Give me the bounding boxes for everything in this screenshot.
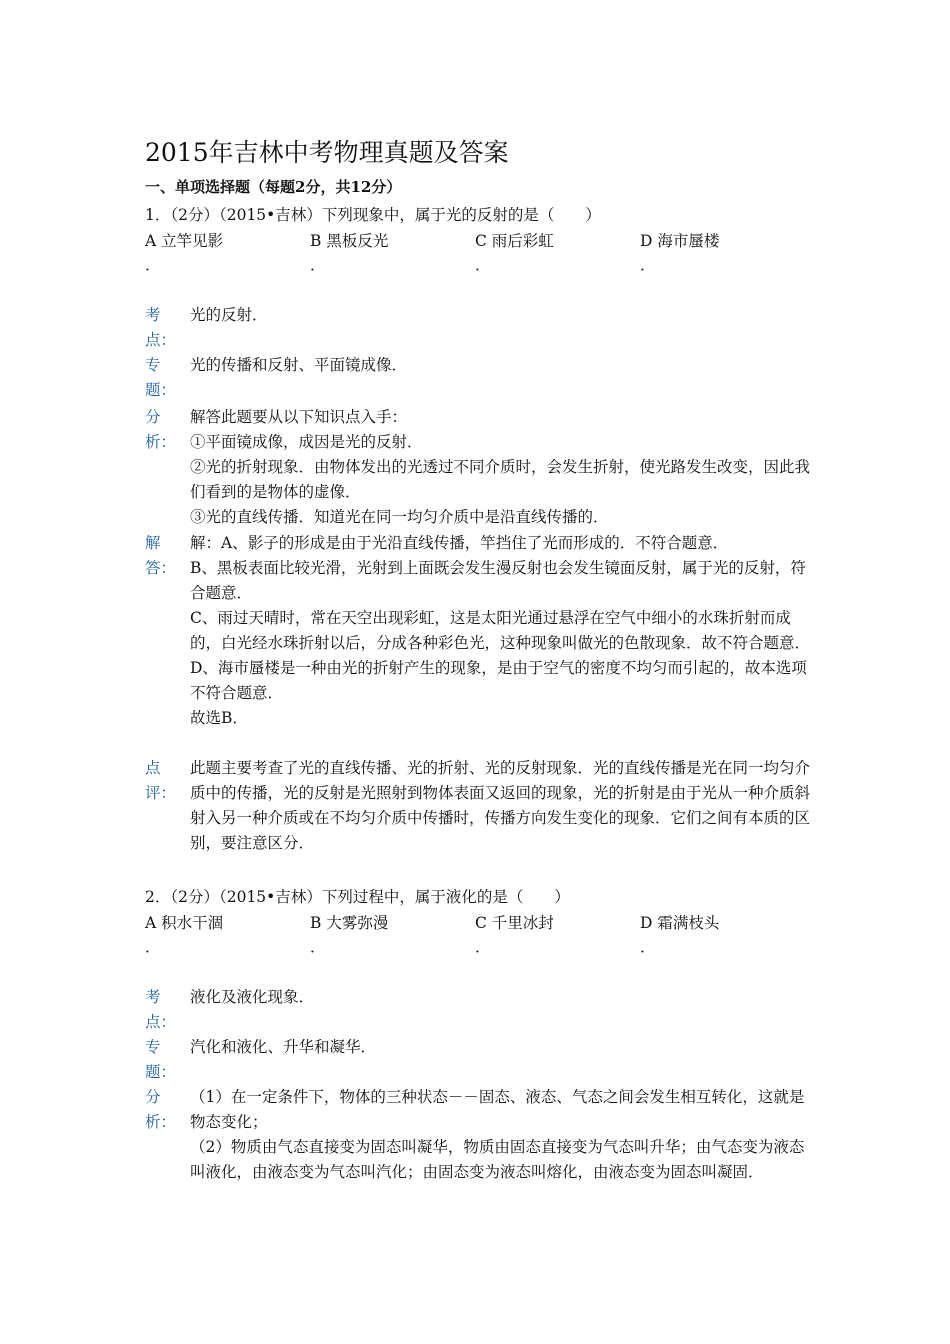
fenxi-label: 分 析： xyxy=(145,408,177,451)
kaodian-text: 液化及液化现象． xyxy=(190,988,315,1006)
kaodian-text: 光的反射． xyxy=(190,306,268,324)
kaodian-label: 考 点： xyxy=(145,988,177,1031)
document-title: 2015年吉林中考物理真题及答案 xyxy=(145,138,509,167)
zhuanti-text: 汽化和液化、升华和凝华． xyxy=(190,1038,377,1056)
fenxi-label: 分 析： xyxy=(145,1088,177,1131)
question-2-stem: 2．（2分）（2015•吉林）下列过程中，属于液化的是（ ） xyxy=(145,888,570,906)
option-dot: ． xyxy=(310,256,326,274)
question-1-option-d: D 海市蜃楼 xyxy=(640,232,720,250)
kaodian-label: 考 点： xyxy=(145,306,177,349)
zhuanti-label: 专 题： xyxy=(145,1038,177,1081)
question-2-option-c: C 千里冰封 xyxy=(475,914,554,932)
jieda-label: 解 答： xyxy=(145,534,177,577)
question-2-option-d: D 霜满枝头 xyxy=(640,914,720,932)
question-1-stem: 1．（2分）（2015•吉林）下列现象中，属于光的反射的是（ ） xyxy=(145,206,601,224)
option-dot: ． xyxy=(640,256,656,274)
option-dot: ． xyxy=(145,938,161,956)
fenxi-text: 解答此题要从以下知识点入手： ①平面镜成像，成因是光的反射． ②光的折射现象．由物体发出的光透过不同介质时，会发生折射，使光路发生改变，因此我们看到的是物体的虚像． ③光的直线传播．知道光在同一均匀介质中是沿直线传播的． xyxy=(190,408,811,526)
option-dot: ． xyxy=(640,938,656,956)
question-1-option-c: C 雨后彩虹 xyxy=(475,232,554,250)
section-heading: 一、单项选择题（每题2分，共12分） xyxy=(145,178,402,196)
option-dot: ． xyxy=(310,938,326,956)
dianping-label: 点 评： xyxy=(145,759,177,802)
option-dot: ． xyxy=(475,256,491,274)
option-dot: ． xyxy=(475,938,491,956)
option-dot: ． xyxy=(145,256,161,274)
zhuanti-text: 光的传播和反射、平面镜成像． xyxy=(190,356,408,374)
zhuanti-label: 专 题： xyxy=(145,356,177,399)
dianping-text: 此题主要考查了光的直线传播、光的折射、光的反射现象．光的直线传播是光在同一均匀介质中的传播，光的反射是光照射到物体表面又返回的现象，光的折射是由于光从一种介质斜射入另一种介质或在不均匀介质中传播时，传播方向发生变化的现象．它们之间有本质的区别，要注意区分． xyxy=(190,759,811,852)
fenxi-text: （1）在一定条件下，物体的三种状态－－固态、液态、气态之间会发生相互转化，这就是物态变化； （2）物质由气态直接变为固态叫凝华，物质由固态直接变为气态叫升华；由气态变为液态叫液化，由液态变为气态叫汽化；由固态变为液态叫熔化，由液态变为固态叫凝固． xyxy=(190,1088,805,1181)
question-2-option-b: B 大雾弥漫 xyxy=(310,914,389,932)
question-2-option-a: A 积水干涸 xyxy=(145,914,224,932)
question-1-option-a: A 立竿见影 xyxy=(145,232,224,250)
jieda-text: 解：A、影子的形成是由于光沿直线传播，竿挡住了光而形成的．不符合题意． B、黑板表面比较光滑，光射到上面既会发生漫反射也会发生镜面反射，属于光的反射，符合题意． C、雨过天晴时，常在天空出现彩虹，这是太阳光通过悬浮在空气中细小的水珠折射而成的，白光经水珠折射以后，分成各种彩色光，这种现象叫做光的色散现象．故不符合题意． D、海市蜃楼是一种由光的折射产生的现象，是由于空气的密度不均匀而引起的，故本选项不符合题意． 故选B． xyxy=(190,534,811,727)
question-1-option-b: B 黑板反光 xyxy=(310,232,389,250)
